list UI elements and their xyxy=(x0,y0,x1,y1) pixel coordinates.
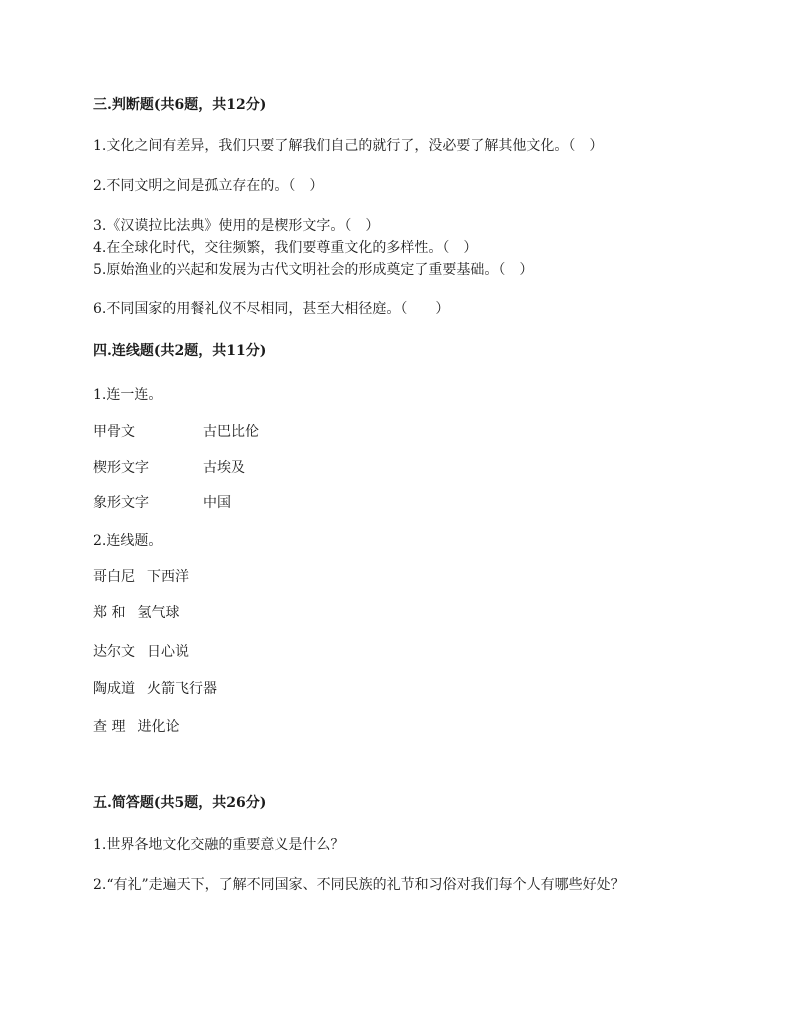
match-q2-left: 查 理 xyxy=(93,719,126,735)
match-q2-right: 日心说 xyxy=(147,644,189,660)
match-q2-left: 哥白尼 xyxy=(93,569,135,585)
match-q1-row xyxy=(93,423,259,441)
match-q2-row xyxy=(93,604,179,622)
match-q2-right: 进化论 xyxy=(137,719,180,735)
match-q1-row xyxy=(93,494,231,512)
short-question-2: 2.“有礼”走遍天下，了解不同国家、不同民族的礼节和习俗对我们每个人有哪些好处？ xyxy=(93,877,625,893)
match-q2-left: 陶成道 xyxy=(93,681,135,697)
judge-question-5: 5.原始渔业的兴起和发展为古代文明社会的形成奠定了重要基础。（ ） xyxy=(93,262,534,278)
section-heading-match: 四.连线题(共2题，共11分) xyxy=(93,343,267,359)
section-heading-judge: 三.判断题(共6题，共12分) xyxy=(93,97,267,113)
match-q1-left: 甲骨文 xyxy=(93,424,135,440)
match-q2-row xyxy=(93,718,179,736)
judge-question-1: 1.文化之间有差异，我们只要了解我们自己的就行了，没必要了解其他文化。（ ） xyxy=(93,138,604,154)
judge-question-4: 4.在全球化时代，交往频繁，我们要尊重文化的多样性。（ ） xyxy=(93,240,478,256)
judge-question-2: 2.不同文明之间是孤立存在的。（ ） xyxy=(93,178,324,194)
match-q2-left: 达尔文 xyxy=(93,644,135,660)
match-q1-row xyxy=(93,459,245,477)
match-q1-right: 古巴比伦 xyxy=(203,424,259,440)
match-q2-row xyxy=(93,568,189,586)
judge-question-6: 6.不同国家的用餐礼仪不尽相同，甚至大相径庭。（ ） xyxy=(93,301,450,317)
match-q1-prompt: 1.连一连。 xyxy=(93,387,163,403)
short-question-1: 1.世界各地文化交融的重要意义是什么？ xyxy=(93,837,345,853)
judge-question-3: 3.《汉谟拉比法典》使用的是楔形文字。（ ） xyxy=(93,218,380,234)
match-q1-right: 中国 xyxy=(203,495,231,511)
section-heading-short: 五.简答题(共5题，共26分) xyxy=(93,795,267,811)
match-q1-left: 楔形文字 xyxy=(93,460,149,476)
match-q2-right: 火箭飞行器 xyxy=(147,681,217,697)
match-q2-left: 郑 和 xyxy=(93,605,126,621)
match-q2-right: 下西洋 xyxy=(147,569,189,585)
match-q2-prompt: 2.连线题。 xyxy=(93,533,163,549)
match-q1-right: 古埃及 xyxy=(203,460,245,476)
match-q2-row xyxy=(93,643,189,661)
match-q2-right: 氢气球 xyxy=(137,605,180,621)
match-q1-left: 象形文字 xyxy=(93,495,149,511)
match-q2-row xyxy=(93,680,217,698)
